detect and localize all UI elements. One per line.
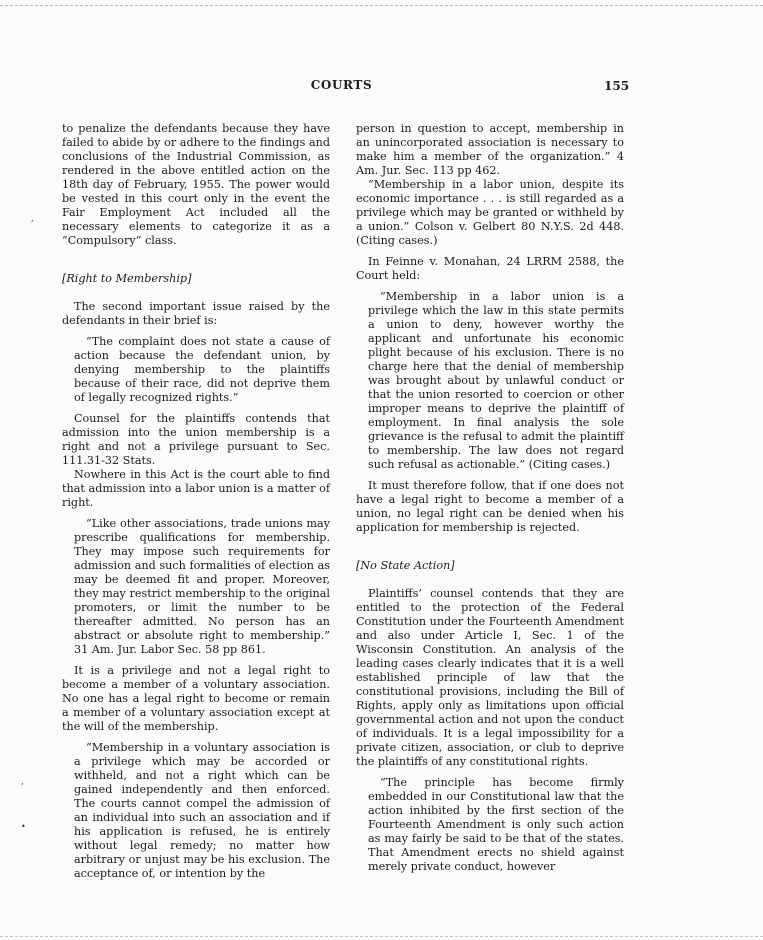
paragraph: Nowhere in this Act is the court able to find that admission into a labor union is a matter of right. <box>62 468 330 509</box>
block-quote: “The complaint does not state a cause of action because the defendant union, by denying membership to the plaintiffs because of their race, did not deprive them of legally recognized rights.” <box>74 335 330 404</box>
margin-mark: • <box>21 822 26 831</box>
section-heading-right-to-membership: [Right to Membership] <box>62 272 192 285</box>
paragraph: It must therefore follow, that if one does not have a legal right to become a member of a union, no legal right can be denied when his application for membership is rejected. <box>356 479 624 534</box>
right-column <box>356 122 624 881</box>
paragraph: Counsel for the plaintiffs contends that admission into the union membership is a right and not a privilege pursuant to Sec. 111.31-32 Stats. <box>62 412 330 467</box>
block-quote: “The principle has become firmly embedded in our Constitutional law that the action inhibited by the first section of the Fourteenth Amendment is only such action as may fairly be said to be that of the states. That Amendment erects no shield against merely private conduct, however <box>368 776 624 873</box>
block-quote: “Membership in a voluntary association is a privilege which may be accorded or withheld, and not a right which can be gained independently and then enforced. The courts cannot compel the admission of an individual into such an association and if his application is refused, he is entirely without legal remedy; no matter how arbitrary or unjust may be his exclusion. The acceptance of, or intention by the <box>74 741 330 880</box>
paragraph: In Feinne v. Monahan, 24 LRRM 2588, the Court held: <box>356 255 624 282</box>
margin-mark: ‚ <box>31 214 34 223</box>
paragraph: “Membership in a labor union, despite its economic importance . . . is still regarded as a privilege which may be granted or withheld by a union.” Colson v. Gelbert 80 N.Y.S. 2d 448. (Citing cases.) <box>356 178 624 247</box>
section-heading-no-state-action: [No State Action] <box>356 559 455 572</box>
block-quote: “Membership in a labor union is a privilege which the law in this state permits a union to deny, however worthy the applicant and unfortunate his economic plight because of his exclusion. There is no charge here that the denial of membership was brought about by unlawful conduct or that the union resorted to coercion or other improper means to deprive the plaintiff of employment. In final analysis the sole grievance is the refusal to admit the plaintiff to membership. The law does not regard such refusal as actionable.” (Citing cases.) <box>368 290 624 471</box>
page-number: 155 <box>604 79 630 93</box>
top-border-line <box>0 5 763 6</box>
paragraph: Plaintiffs’ counsel contends that they are entitled to the protection of the Federal Constitution under the Fourteenth Amendment and also under Article I, Sec. 1 of the Wisconsin Constitution. An analysis of the leading cases clearly indicates that it is a well established principle of law that the constitutional provisions, including the Bill of Rights, apply only as limitations upon official governmental action and not upon the conduct of individuals. It is a legal impossibility for a private citizen, association, or club to deprive the plaintiffs of any constitutional rights. <box>356 587 624 768</box>
paragraph: It is a privilege and not a legal right to become a member of a voluntary association. No one has a legal right to become or remain a member of a voluntary association except at the will of the membership. <box>62 664 330 733</box>
margin-mark: ’ <box>21 782 24 791</box>
bottom-border-line <box>0 936 763 937</box>
paragraph: to penalize the defendants because they have failed to abide by or adhere to the findings and conclusions of the Industrial Commission, as rendered in the above entitled action on the 18th day of February, 1955. The power would be vested in this court only in the event the Fair Employment Act included all the necessary elements to categorize it as a “Compulsory” class. <box>62 122 330 247</box>
left-column <box>62 122 330 888</box>
paragraph: The second important issue raised by the defendants in their brief is: <box>62 300 330 327</box>
running-header: COURTS <box>310 78 373 92</box>
block-quote: “Like other associations, trade unions may prescribe qualifications for membership. They may impose such requirements for admission and such formalities of election as may be deemed fit and proper. Moreover, they may restrict membership to the original promoters, or limit the number to be thereafter admitted. No person has an abstract or absolute right to membership.” 31 Am. Jur. Labor Sec. 58 pp 861. <box>74 517 330 656</box>
paragraph: person in question to accept, membership in an unincorporated association is necessary to make him a member of the organization.” 4 Am. Jur. Sec. 113 pp 462. <box>356 122 624 177</box>
